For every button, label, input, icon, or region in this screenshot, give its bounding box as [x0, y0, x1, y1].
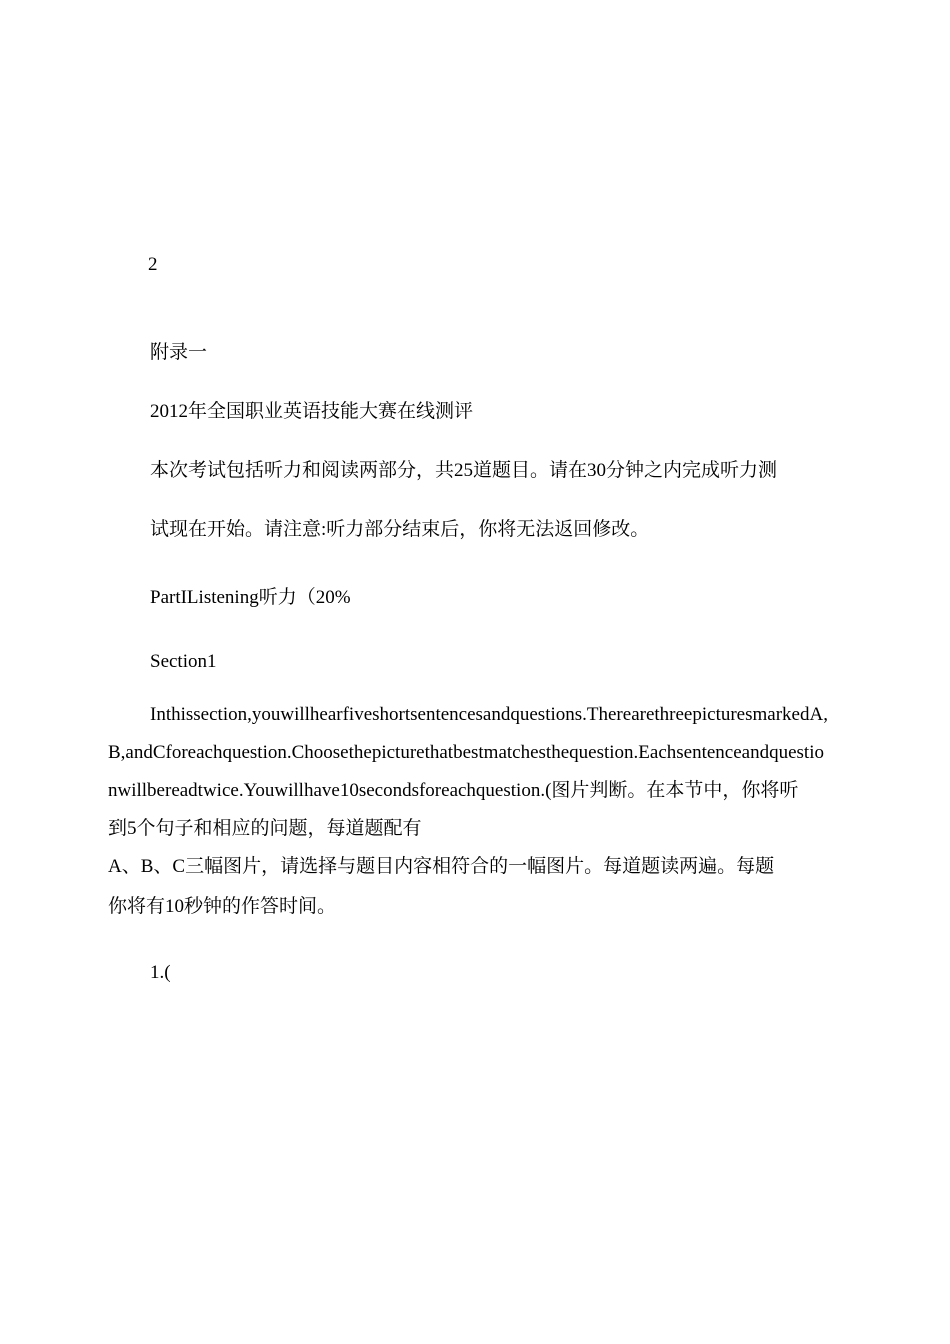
- intro-line-1: 本次考试包括听力和阅读两部分，共25道题目。请在30分钟之内完成听力测: [150, 460, 778, 481]
- instruction-line-5: A、B、C三幅图片，请选择与题目内容相符合的一幅图片。每道题读两遍。每题: [108, 856, 775, 877]
- section-title: Section1: [150, 651, 217, 672]
- instruction-line-4: 到5个句子和相应的问题，每道题配有: [108, 818, 422, 839]
- page-number: 2: [148, 254, 158, 275]
- part-title: PartIListening听力（20%: [150, 587, 351, 608]
- instruction-line-6: 你将有10秒钟的作答时间。: [108, 896, 337, 917]
- question-1-label: 1.(: [150, 962, 171, 983]
- instruction-line-1: Inthissection,youwillhearfiveshortsentencesandquestions.TherearethreepicturesmarkedA,: [150, 704, 828, 725]
- intro-line-2: 试现在开始。请注意:听力部分结束后，你将无法返回修改。: [150, 519, 650, 540]
- exam-title: 2012年全国职业英语技能大赛在线测评: [150, 401, 474, 422]
- instruction-line-3: nwillbereadtwice.Youwillhave10secondsforeachquestion.(图片判断。在本节中，你将听: [108, 780, 799, 801]
- instruction-line-2: B,andCforeachquestion.Choosethepicturethatbestmatchesthequestion.Eachsentenceandquestio: [108, 742, 824, 763]
- appendix-heading: 附录一: [150, 342, 208, 363]
